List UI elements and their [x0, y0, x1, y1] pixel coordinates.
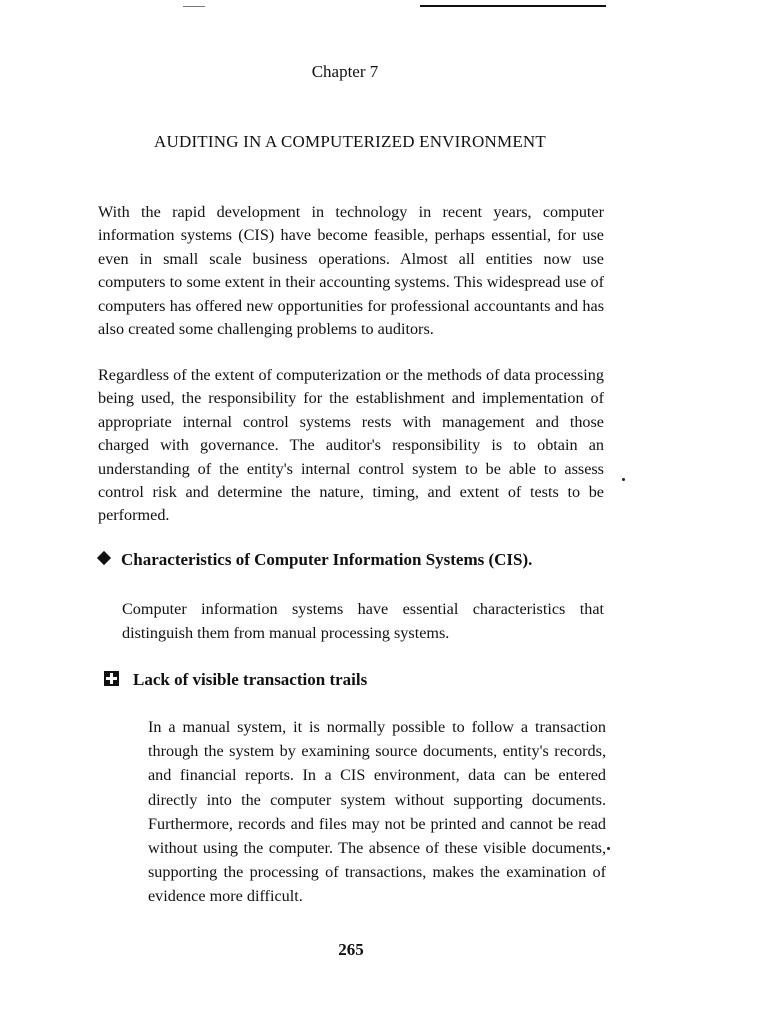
scan-speck: [622, 478, 625, 481]
responsibility-paragraph: Regardless of the extent of computerization or the methods of data processing being used, the responsibility for the establishment and implementation of appropriate internal control systems rests with management and those charged with governance. The auditor's responsibility is to obtain an understanding of the entity's internal control system to be able to assess control risk and determine the nature, timing, and extent of tests to be performed.: [98, 366, 604, 525]
top-rule-left: [183, 6, 205, 7]
diamond-bullet-icon: [97, 551, 111, 565]
intro-paragraph: With the rapid development in technology in recent years, computer information systems (CIS) have become feasible, perhaps essential, for use even in small scale business operations. Almost all entities now use computers to some extent in their accounting systems. This widespread use of computers has offered new opportunities for professional accountants and has also created some challenging problems to auditors.: [98, 203, 604, 339]
chapter-label: Chapter 7: [311, 62, 379, 81]
section-paragraph: Computer information systems have essential characteristics that distinguish them from manual processing systems.: [122, 600, 604, 642]
page-number: 265: [338, 940, 364, 959]
subsection-heading: [104, 670, 367, 690]
section-heading: [96, 550, 532, 570]
subsection-paragraph: In a manual system, it is normally possible to follow a transaction through the system by examining source documents, entity's records, and financial reports. In a CIS environment, data can be entered directly into the computer system without supporting documents. Furthermore, records and files may not be printed and cannot be read without using the computer. The absence of these visible documents, supporting the processing of transactions, makes the examination of evidence more difficult.: [148, 718, 606, 906]
chapter-title: AUDITING IN A COMPUTERIZED ENVIRONMENT: [154, 132, 546, 151]
section-heading-text: Characteristics of Computer Information Systems (CIS).: [121, 550, 533, 569]
cross-box-bullet-icon: [104, 671, 119, 686]
top-rule-right: [420, 5, 606, 7]
subsection-heading-text: Lack of visible transaction trails: [133, 670, 368, 689]
scan-speck: [607, 847, 610, 850]
